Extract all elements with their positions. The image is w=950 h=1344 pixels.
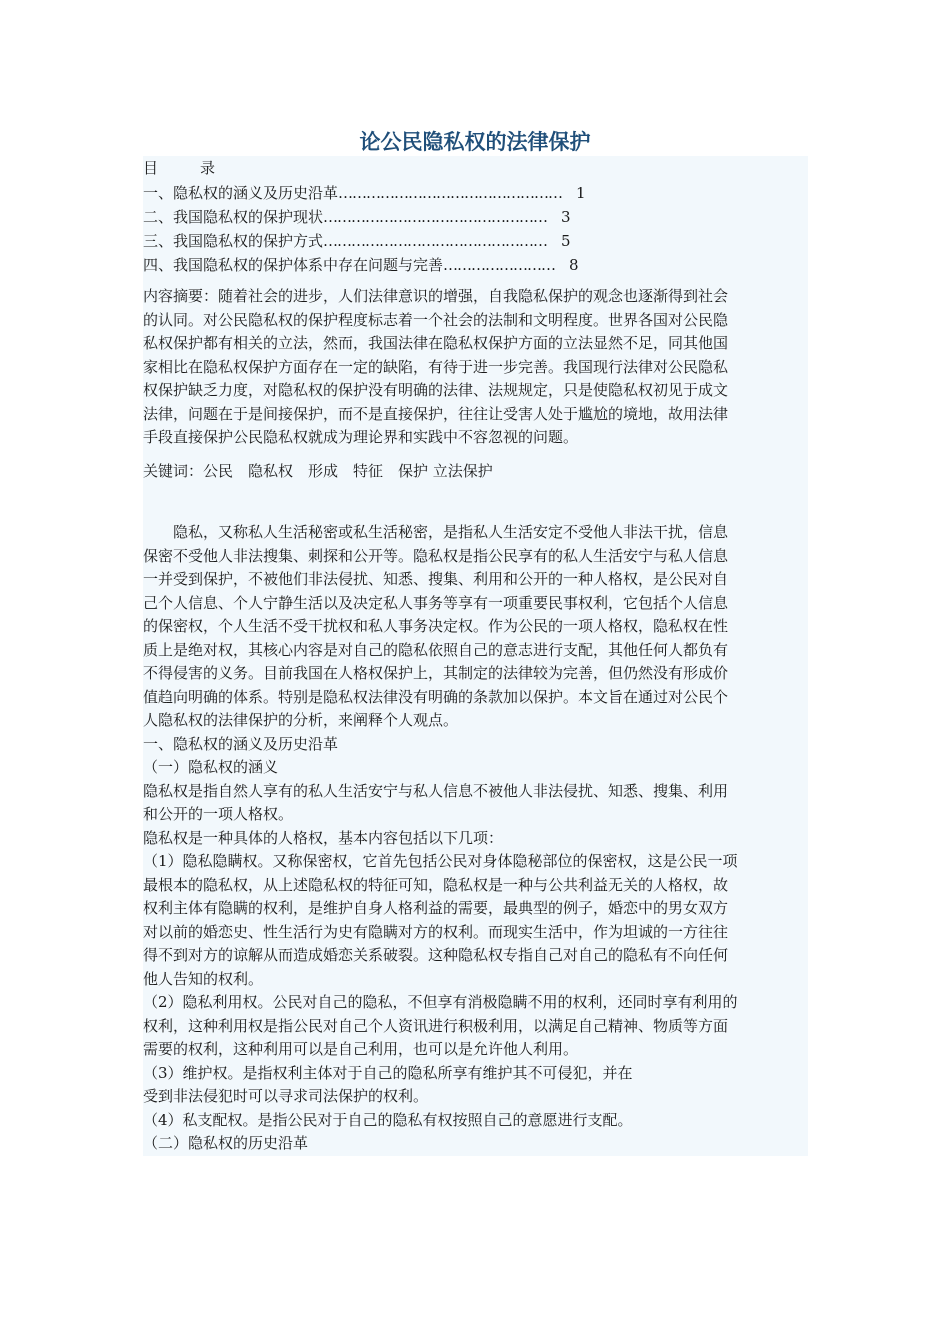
toc-item-dots: …………………… bbox=[443, 256, 556, 274]
paragraph-line: 需要的权利，这种利用可以是自己利用，也可以是允许他人利用。 bbox=[143, 1040, 579, 1058]
abstract-line: 私权保护都有相关的立法，然而，我国法律在隐私权保护方面的立法显然不足，同其他国 bbox=[143, 334, 729, 352]
document-body bbox=[143, 156, 808, 1156]
toc-item[interactable] bbox=[143, 229, 808, 253]
paragraph-line: 最根本的隐私权，从上述隐私权的特征可知，隐私权是一种与公共利益无关的人格权，故 bbox=[143, 875, 729, 894]
document-title: 论公民隐私权的法律保护 bbox=[359, 130, 591, 154]
section-heading: 一、隐私权的涵义及历史沿革 bbox=[143, 734, 339, 753]
paragraph-line: 保密不受他人非法搜集、刺探和公开等。隐私权是指公民享有的私人生活安宁与私人信息 bbox=[143, 546, 729, 565]
toc-item-page: 1 bbox=[576, 184, 586, 202]
list-item bbox=[143, 850, 808, 991]
subsection-heading: （一）隐私权的涵义 bbox=[143, 758, 279, 776]
toc-item-label: 二、我国隐私权的保护现状 bbox=[143, 208, 324, 226]
paragraph-line: （3）维护权。是指权利主体对于自己的隐私所享有维护其不可侵犯，并在 bbox=[143, 1063, 633, 1082]
abstract-line: 家相比在隐私权保护方面存在一定的缺陷，有待于进一步完善。我国现行法律对公民隐私 bbox=[143, 357, 729, 376]
keywords: 关键词：公民 隐私权 形成 特征 保护 立法保护 bbox=[143, 461, 493, 480]
paragraph-line: （2）隐私利用权。公民对自己的隐私，不但享有消极隐瞒不用的权利，还同时享有利用的 bbox=[143, 993, 738, 1011]
toc-item[interactable] bbox=[143, 181, 808, 205]
paragraph-line: 隐私，又称私人生活秘密或私生活秘密，是指私人生活安定不受他人非法干扰，信息 bbox=[143, 523, 729, 541]
abstract bbox=[143, 285, 808, 450]
toc-item[interactable] bbox=[143, 253, 808, 277]
content-intro: 隐私权是一种具体的人格权，基本内容包括以下几项： bbox=[143, 828, 504, 847]
list-item bbox=[143, 1062, 808, 1109]
abstract-line: 的认同。对公民隐私权的保护程度标志着一个社会的法制和文明程度。世界各国对公民隐 bbox=[143, 310, 729, 329]
paragraph-line: 一并受到保护，不被他们非法侵扰、知悉、搜集、利用和公开的一种人格权，是公民对自 bbox=[143, 570, 729, 588]
paragraph-line: 受到非法侵犯时可以寻求司法保护的权利。 bbox=[143, 1087, 429, 1105]
paragraph-line: 不得侵害的义务。目前我国在人格权保护上，其制定的法律较为完善，但仍然没有形成价 bbox=[143, 664, 729, 682]
paragraph-line: 隐私权是指自然人享有的私人生活安宁与私人信息不被他人非法侵扰、知悉、搜集、利用 bbox=[143, 781, 729, 800]
paragraph-line: 人隐私权的法律保护的分析，来阐释个人观点。 bbox=[143, 711, 459, 729]
toc-item-label: 一、隐私权的涵义及历史沿革 bbox=[143, 184, 339, 202]
paragraph-line: 值趋向明确的体系。特别是隐私权法律没有明确的条款加以保护。本文旨在通过对公民个 bbox=[143, 687, 729, 706]
toc-item-label: 三、我国隐私权的保护方式 bbox=[143, 232, 324, 250]
paragraph-line: 的保密权，个人生活不受干扰权和私人事务决定权。作为公民的一项人格权，隐私权在性 bbox=[143, 617, 729, 635]
abstract-line: 法律，问题在于是间接保护，而不是直接保护，往往让受害人处于尴尬的境地，故用法律 bbox=[143, 404, 729, 423]
subsection-heading: （二）隐私权的历史沿革 bbox=[143, 1134, 309, 1152]
paragraph-line: 对以前的婚恋史、性生活行为史有隐瞒对方的权利。而现实生活中，作为坦诚的一方往往 bbox=[143, 922, 729, 941]
toc-item-label: 四、我国隐私权的保护体系中存在问题与完善 bbox=[143, 256, 444, 274]
abstract-line: 权保护缺乏力度，对隐私权的保护没有明确的法律、法规规定，只是使隐私权初见于成文 bbox=[143, 381, 729, 399]
toc-item-page: 3 bbox=[561, 208, 571, 226]
toc-item-dots: ………………………………………… bbox=[323, 232, 548, 250]
paragraph-line: 和公开的一项人格权。 bbox=[143, 805, 294, 823]
toc-item[interactable] bbox=[143, 205, 808, 229]
abstract-line: 内容摘要：随着社会的进步，人们法律意识的增强，自我隐私保护的观念也逐渐得到社会 bbox=[143, 287, 729, 305]
toc-heading-right: 录 bbox=[200, 159, 216, 177]
intro-paragraph bbox=[143, 521, 808, 733]
paragraph-line: 得不到对方的谅解从而造成婚恋关系破裂。这种隐私权专指自己对自己的隐私有不向任何 bbox=[143, 946, 729, 964]
toc-item-dots: ………………………………………… bbox=[338, 184, 563, 202]
paragraph-line: （1）隐私隐瞒权。又称保密权，它首先包括公民对身体隐秘部位的保密权，这是公民一项 bbox=[143, 852, 738, 870]
paragraph-line: 己个人信息、个人宁静生活以及决定私人事务等享有一项重要民事权利，它包括个人信息 bbox=[143, 593, 729, 612]
list-item: （4）私支配权。是指公民对于自己的隐私有权按照自己的意愿进行支配。 bbox=[143, 1110, 633, 1129]
definition-paragraph bbox=[143, 780, 808, 827]
paragraph-line: 他人告知的权利。 bbox=[143, 969, 264, 988]
paragraph-line: 质上是绝对权，其核心内容是对自己的隐私依照自己的意志进行支配，其他任何人都负有 bbox=[143, 640, 729, 659]
toc-heading-left: 目 bbox=[143, 159, 159, 177]
paragraph-line: 权利，这种利用权是指公民对自己个人资讯进行积极利用，以满足自己精神、物质等方面 bbox=[143, 1016, 729, 1035]
toc-heading bbox=[143, 156, 808, 181]
toc-item-page: 8 bbox=[569, 256, 579, 274]
toc-item-page: 5 bbox=[561, 232, 571, 250]
list-item bbox=[143, 991, 808, 1062]
paragraph-line: 权利主体有隐瞒的权利，是维护自身人格利益的需要，最典型的例子，婚恋中的男女双方 bbox=[143, 899, 729, 917]
abstract-line: 手段直接保护公民隐私权就成为理论界和实践中不容忽视的问题。 bbox=[143, 428, 579, 446]
toc-item-dots: ………………………………………… bbox=[323, 208, 548, 226]
